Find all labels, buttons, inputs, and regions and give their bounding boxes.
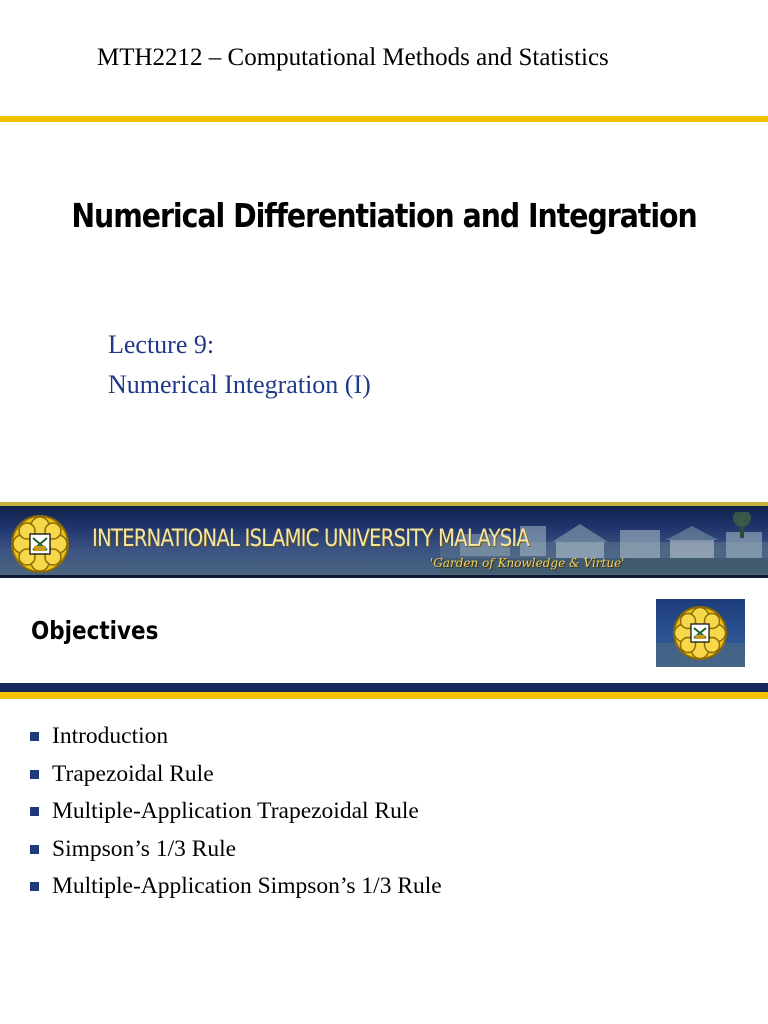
objectives-heading: Objectives [31,616,159,645]
header-divider-yellow [0,116,768,122]
banner-motto: 'Garden of Knowledge & Virtue' [430,556,625,570]
list-item [30,831,442,869]
bullet-square-icon [30,845,39,854]
bullet-square-icon [30,770,39,779]
bullet-square-icon [30,807,39,816]
list-item [30,756,442,794]
iium-banner [0,502,768,578]
banner-top-line [0,502,768,506]
bullet-square-icon [30,732,39,741]
list-item [30,718,442,756]
bullet-square-icon [30,882,39,891]
iium-crest-icon [8,512,72,576]
banner-bottom-line [0,575,768,578]
logo-badge [656,599,745,667]
course-title: MTH2212 – Computational Methods and Statistics [97,44,609,71]
lecture-label: Lecture 9: [108,330,215,359]
list-item-text: Introduction [52,723,169,750]
main-title: Numerical Differentiation and Integration [71,196,697,235]
list-item-text: Multiple-Application Simpson’s 1/3 Rule [52,873,442,900]
banner-university-name: INTERNATIONAL ISLAMIC UNIVERSITY MALAYSIA [92,524,530,552]
list-item-text: Multiple-Application Trapezoidal Rule [52,798,419,825]
objectives-list [30,718,442,906]
list-item [30,868,442,906]
lecture-topic: Numerical Integration (I) [108,370,371,399]
list-item [30,793,442,831]
objectives-divider-yellow [0,692,768,699]
list-item-text: Trapezoidal Rule [52,760,214,787]
list-item-text: Simpson’s 1/3 Rule [52,835,237,862]
iium-crest-icon [656,599,745,667]
objectives-divider-navy [0,683,768,692]
